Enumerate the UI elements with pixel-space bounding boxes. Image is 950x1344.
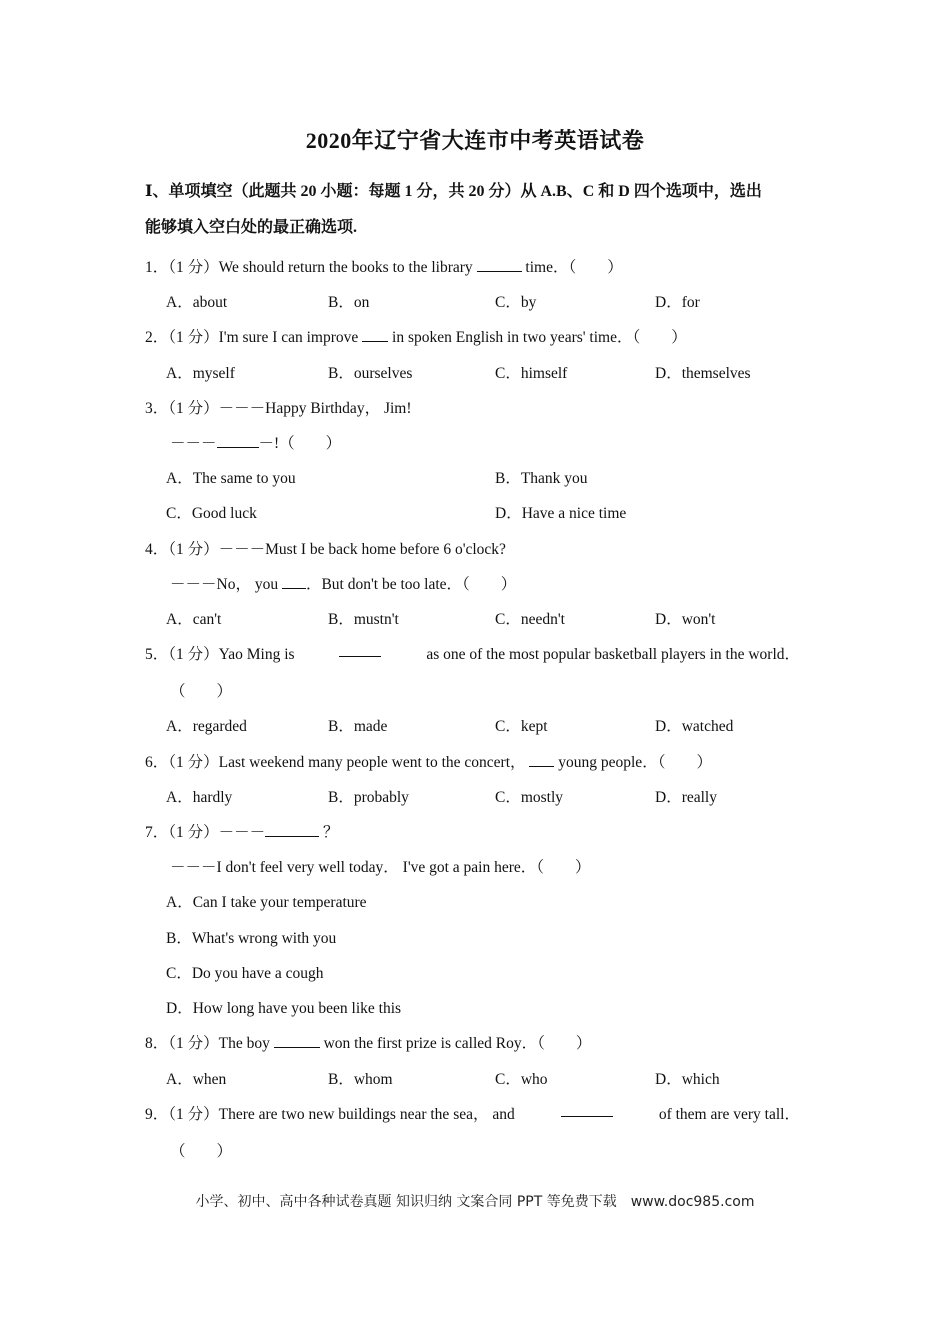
answer-blank xyxy=(265,822,319,837)
question-9-paren: （ ） xyxy=(170,1143,233,1160)
question-3-reply: －－－ －!（ ） xyxy=(170,435,342,452)
q5-option-d: D．watched xyxy=(655,718,734,735)
q8-option-d: D．which xyxy=(655,1071,720,1088)
question-6: 6．（1 分）Last weekend many people went to the concert， young people．（ ） xyxy=(145,754,712,771)
q3-option-b: B．Thank you xyxy=(495,470,588,487)
q1-option-a: A．about xyxy=(166,294,228,311)
q6-option-d: D．really xyxy=(655,789,717,806)
answer-blank xyxy=(477,257,522,272)
q3-option-c: C．Good luck xyxy=(166,505,257,522)
q2-option-c: C．himself xyxy=(495,365,568,382)
q6-option-c: C．mostly xyxy=(495,789,564,806)
answer-blank xyxy=(274,1033,320,1048)
answer-blank xyxy=(529,752,554,767)
answer-blank xyxy=(339,642,381,657)
question-1: 1．（1 分）We should return the books to the library time．（ ） xyxy=(145,259,623,276)
q3-option-d: D．Have a nice time xyxy=(495,505,627,522)
q1-option-b: B．on xyxy=(328,294,370,311)
question-4: 4．（1 分）－－－Must I be back home before 6 o'clock? xyxy=(145,541,506,558)
question-5: 5．（1 分）Yao Ming is as one of the most popular basketball players in the world． xyxy=(145,642,800,664)
q5-option-a: A．regarded xyxy=(166,718,247,735)
answer-blank xyxy=(282,574,306,589)
q8-option-a: A．when xyxy=(166,1071,227,1088)
q2-option-b: B．ourselves xyxy=(328,365,413,382)
section-heading-line-2: 能够填入空白处的最正确选项. xyxy=(145,219,358,236)
q3-option-a: A．The same to you xyxy=(166,470,296,487)
q4-option-c: C．needn't xyxy=(495,611,565,628)
page-footer: 小学、初中、高中各种试卷真题 知识归纳 文案合同 PPT 等免费下载 www.doc985.com xyxy=(195,1194,755,1210)
q5-option-c: C．kept xyxy=(495,718,548,735)
q5-option-b: B．made xyxy=(328,718,388,735)
q8-option-b: B．whom xyxy=(328,1071,393,1088)
q1-option-d: D．for xyxy=(655,294,700,311)
q7-option-c: C．Do you have a cough xyxy=(166,965,324,982)
question-3: 3．（1 分）－－－Happy Birthday， Jim! xyxy=(145,400,412,417)
q8-option-c: C．who xyxy=(495,1071,548,1088)
question-2: 2．（1 分）I'm sure I can improve in spoken English in two years' time．（ ） xyxy=(145,329,687,346)
page-title: 2020年辽宁省大连市中考英语试卷 xyxy=(305,128,645,153)
q7-option-a: A．Can I take your temperature xyxy=(166,894,367,911)
section-heading xyxy=(145,174,810,246)
q6-option-a: A．hardly xyxy=(166,789,233,806)
q2-option-d: D．themselves xyxy=(655,365,751,382)
q2-option-a: A．myself xyxy=(166,365,235,382)
section-heading-line-1: Ⅰ、单项填空（此题共 20 小题：每题 1 分，共 20 分）从 A.B、C 和 D 四个选项中，选出 xyxy=(145,183,762,200)
question-5-paren: （ ） xyxy=(170,683,233,700)
q4-option-b: B．mustn't xyxy=(328,611,399,628)
q1-option-c: C．by xyxy=(495,294,537,311)
answer-blank xyxy=(217,433,259,448)
q6-option-b: B．probably xyxy=(328,789,409,806)
answer-blank xyxy=(362,327,388,342)
question-7: 7．（1 分）－－－ ？ xyxy=(145,824,339,841)
question-4-reply: －－－No， you ．But don't be too late．（ ） xyxy=(170,576,517,593)
q4-option-d: D．won't xyxy=(655,611,716,628)
question-9: 9．（1 分）There are two new buildings near the sea， and of them are very tall． xyxy=(145,1102,800,1124)
q7-option-b: B．What's wrong with you xyxy=(166,930,337,947)
answer-blank xyxy=(561,1102,613,1117)
q7-option-d: D．How long have you been like this xyxy=(166,1000,402,1017)
question-8: 8．（1 分）The boy won the first prize is called Roy．（ ） xyxy=(145,1035,592,1052)
question-7-reply: －－－I don't feel very well today． I've got a pain here．（ ） xyxy=(170,859,591,876)
q4-option-a: A．can't xyxy=(166,611,222,628)
